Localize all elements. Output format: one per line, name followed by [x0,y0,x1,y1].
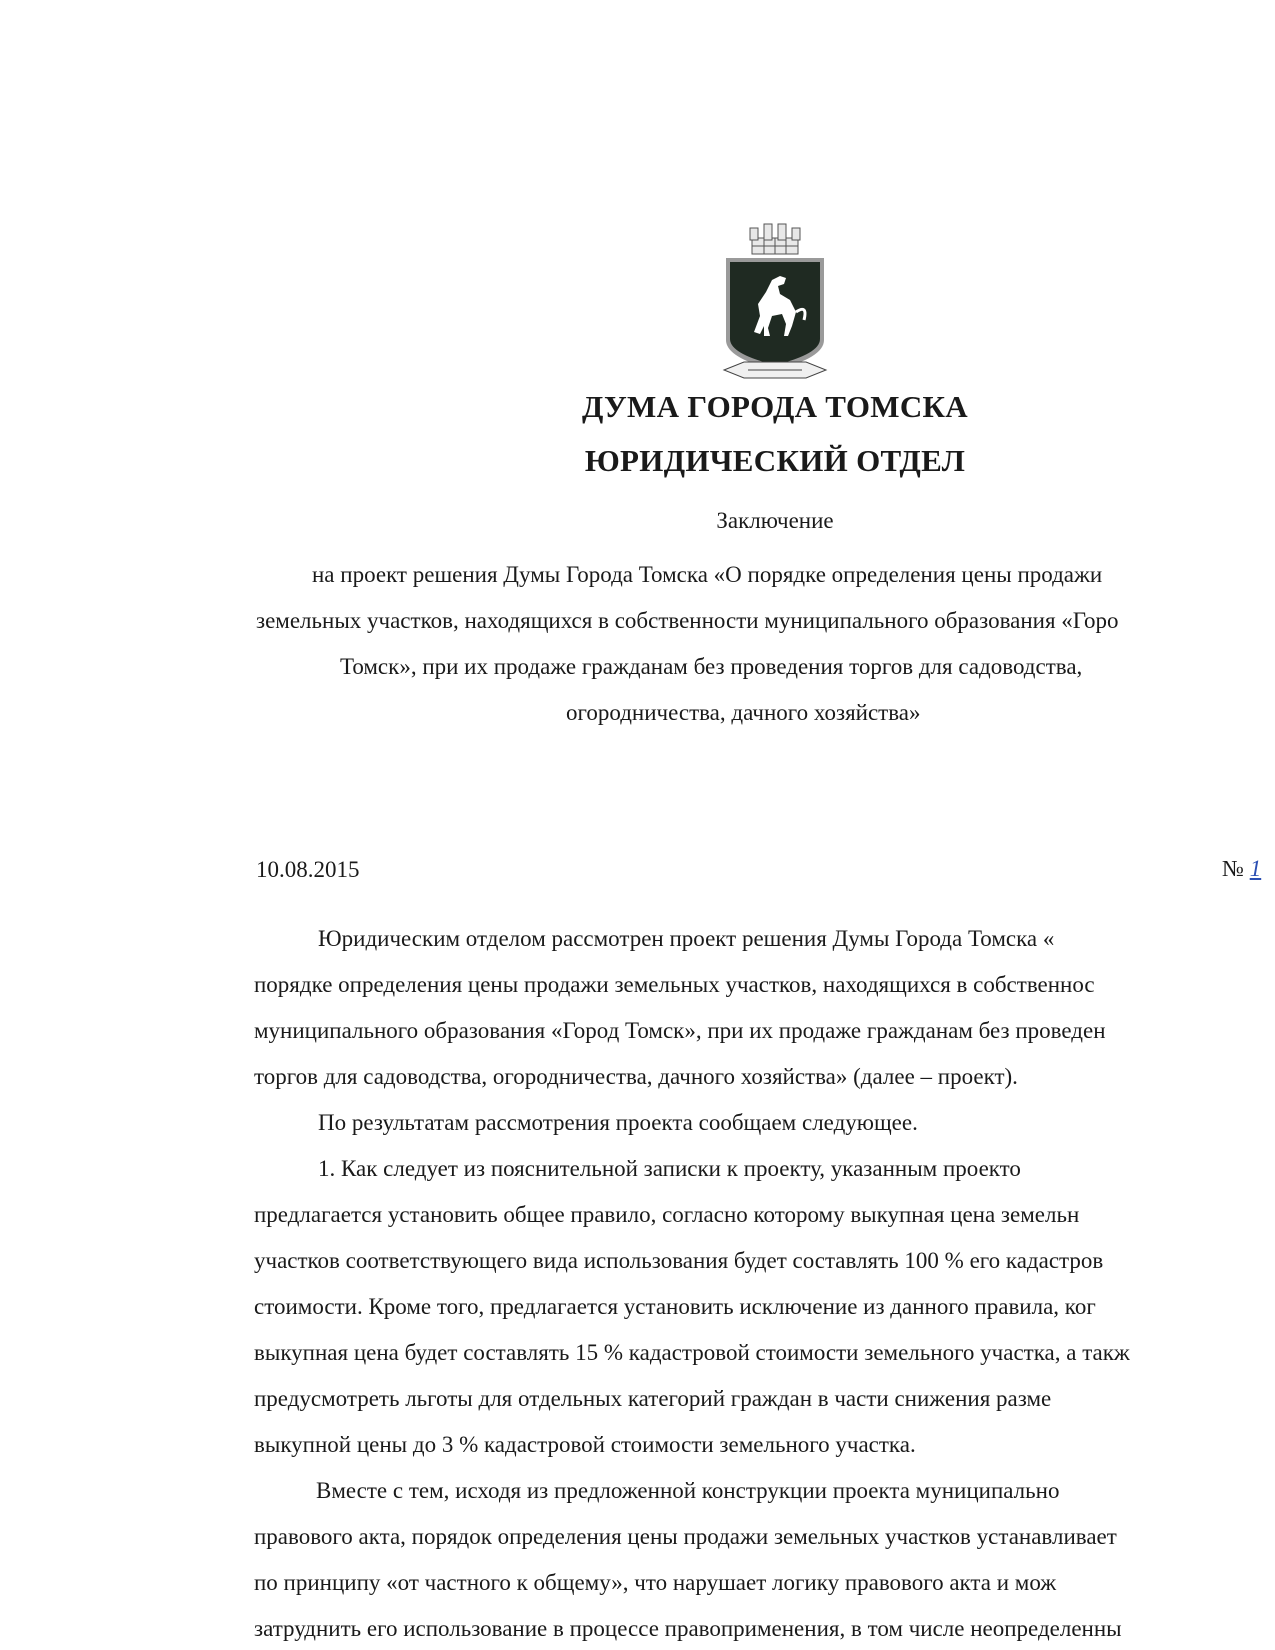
number-label: № [1222,856,1244,881]
subject-line: на проект решения Думы Города Томска «О порядке определения цены продажи [312,562,1103,587]
number-value: 1 [1249,856,1262,881]
body-line: по принципу «от частного к общему», что нарушает логику правового акта и мож [254,1570,1057,1595]
document-date: 10.08.2015 [256,857,360,882]
body-line: затруднить его использование в процессе правоприменения, в том числе неопределенны [254,1616,1122,1641]
document-type: Заключение [716,508,834,533]
body-line: выкупная цена будет составлять 15 % кадастровой стоимости земельного участка, а такж [254,1340,1130,1365]
subject-line: земельных участков, находящихся в собственности муниципального образования «Горо [256,608,1119,633]
organization-title: ДУМА ГОРОДА ТОМСКА [582,389,968,424]
subject-line: Томск», при их продаже гражданам без проведения торгов для садоводства, [340,654,1083,679]
body-line: правового акта, порядок определения цены продажи земельных участков устанавливает [254,1524,1117,1549]
body-line: предлагается установить общее правило, согласно которому выкупная цена земельн [254,1202,1080,1227]
tomsk-coat-of-arms-icon [720,220,830,388]
body-line: Вместе с тем, исходя из предложенной конструкции проекта муниципально [316,1478,1060,1503]
body-line: торгов для садоводства, огородничества, дачного хозяйства» (далее – проект). [254,1064,1018,1089]
body-line: участков соответствующего вида использования будет составлять 100 % его кадастров [254,1248,1104,1273]
body-line: По результатам рассмотрения проекта сообщаем следующее. [318,1110,918,1135]
subject-line: огородничества, дачного хозяйства» [566,700,921,725]
document-number [1222,856,1261,882]
body-line: Юридическим отделом рассмотрен проект решения Думы Города Томска « [318,926,1055,951]
body-line: 1. Как следует из пояснительной записки к проекту, указанным проекто [318,1156,1021,1181]
body-line: выкупной цены до 3 % кадастровой стоимости земельного участка. [254,1432,916,1457]
body-line: предусмотреть льготы для отдельных категорий граждан в части снижения разме [254,1386,1052,1411]
body-line: муниципального образования «Город Томск», при их продаже гражданам без проведен [254,1018,1106,1043]
department-title: ЮРИДИЧЕСКИЙ ОТДЕЛ [584,443,966,478]
body-line: порядке определения цены продажи земельных участков, находящихся в собственнос [254,972,1095,997]
body-line: стоимости. Кроме того, предлагается установить исключение из данного правила, ког [254,1294,1096,1319]
